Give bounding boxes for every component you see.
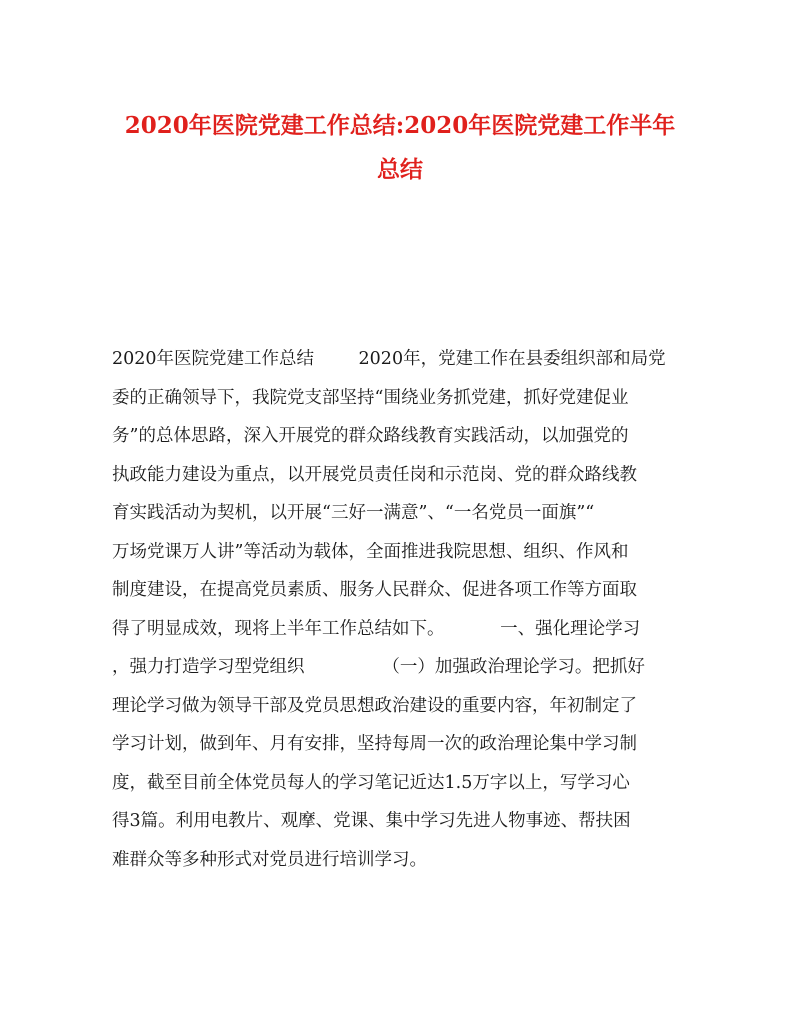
- body-line: 育实践活动为契机，以开展“三好一满意”、“一名党员一面旗”“: [112, 503, 595, 523]
- body-line: 难群众等多种形式对党员进行培训学习。: [112, 849, 427, 870]
- title-line-1: 2020年医院党建工作总结:2020年医院党建工作半年: [124, 112, 676, 139]
- body-line: 理论学习做为领导干部及党员思想政治建设的重要内容，年初制定了: [112, 695, 637, 716]
- title-line-2: 总结: [377, 156, 423, 183]
- body-line: 2020年医院党建工作总结 2020年，党建工作在县委组织部和局党: [112, 349, 666, 369]
- document-body: [112, 340, 692, 879]
- body-line: 委的正确领导下，我院党支部坚持“围绕业务抓党建，抓好党建促业: [112, 387, 629, 408]
- document-title: [110, 104, 690, 192]
- body-line: 务”的总体思路，深入开展党的群众路线教育实践活动，以加强党的: [112, 426, 629, 446]
- body-line: 度，截至目前全体党员每人的学习笔记近达1.5万字以上，写学习心: [112, 772, 630, 793]
- body-line: 执政能力建设为重点，以开展党员责任岗和示范岗、党的群众路线教: [112, 464, 637, 485]
- body-line: 万场党课万人讲”等活动为载体，全面推进我院思想、组织、作风和: [112, 541, 629, 562]
- body-line: 学习计划，做到年、月有安排，坚持每周一次的政治理论集中学习制: [112, 734, 637, 754]
- body-line: 得3篇。利用电教片、观摩、党课、集中学习先进人物事迹、帮扶困: [112, 811, 631, 831]
- body-line: ，强力打造学习型党组织 （一）加强政治理论学习。把抓好: [112, 657, 645, 677]
- body-line: 得了明显成效，现将上半年工作总结如下。 一、强化理论学习: [112, 618, 641, 639]
- body-line: 制度建设，在提高党员素质、服务人民群众、促进各项工作等方面取: [112, 580, 637, 600]
